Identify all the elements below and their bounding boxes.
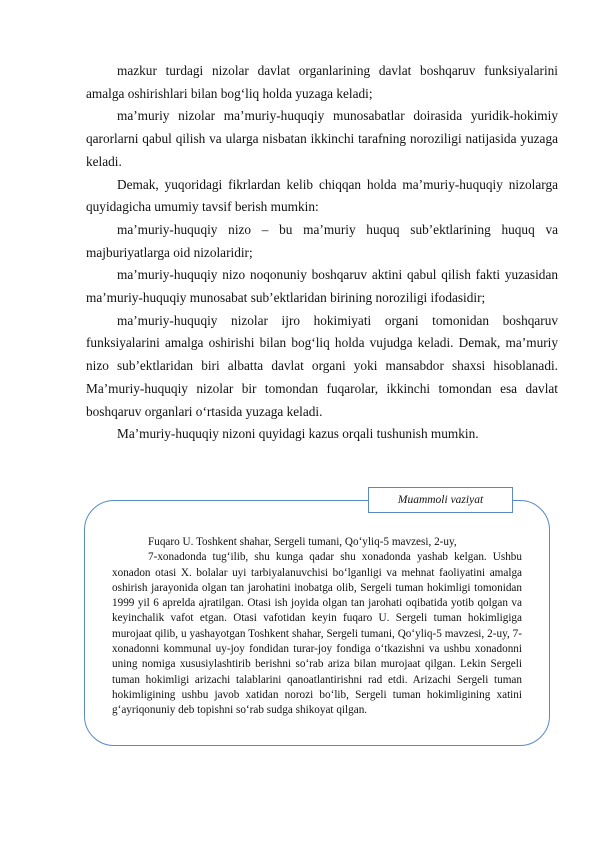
case-paragraph: 7-xonadonda tug‘ilib, shu kunga qadar shu xonadonda yashab kelgan. Ushbu xonadon otasi X. bolalar uyi tarbiyalanuvchisi bo‘lganligi va mehnat faoliyatini amalga oshirish jarayonida olgan tan jarohatini inobatga olib, Sergeli tuman hokimligi tomonidan 1999 yil 6 aprelda ajratilgan. Otasi ish joyida olgan tan jarohati oqibatida yotib qolgan va keyinchalik vafot etgan. Otasi vafotidan keyin fuqaro U. Sergeli tuman hokimligiga murojaat qilib, u yashayotgan Toshkent shahar, Sergeli tumani, Qo‘yliq-5 mavzesi, 2-uy, 7-xonadonni kommunal uy-joy fondidan turar-joy fondiga o‘tkazishni va ushbu xonadonni uning nomiga xususiylashtirib berishni so‘rab ariza bilan murojaat qilgan. Lekin Sergeli tuman hokimligi arizachi talablarini qanoatlantirishni rad etdi. Arizachi Sergeli tuman hokimligining ushbu javob xatidan norozi bo‘lib, Sergeli tuman hokimligining xatini g‘ayriqonuniy deb topishni so‘rab sudga shikoyat qilgan.	[112, 551, 522, 717]
case-box-text	[112, 535, 522, 719]
paragraph: Ma’muriy-huquqiy nizoni quyidagi kazus orqali tushunish mumkin.	[117, 426, 479, 442]
case-paragraph: Fuqaro U. Toshkent shahar, Sergeli tumani, Qo‘yliq-5 mavzesi, 2-uy,	[148, 536, 457, 548]
paragraph: Demak, yuqoridagi fikrlardan kelib chiqqan holda ma’muriy-huquqiy nizolarga quyidagicha umumiy tavsif berish mumkin:	[86, 176, 558, 215]
case-box-title: Muammoli vaziyat	[368, 487, 513, 513]
paragraph: ma’muriy-huquqiy nizo noqonuniy boshqaruv aktini qabul qilish fakti yuzasidan ma’muriy-huquqiy munosabat sub’ektlaridan birining noroziligi ifodasidir;	[86, 267, 558, 306]
paragraph: ma’muriy-huquqiy nizo – bu ma’muriy huquq sub’ektlarining huquq va majburiyatlarga oid nizolaridir;	[86, 221, 558, 260]
body-text	[86, 60, 558, 446]
paragraph: mazkur turdagi nizolar davlat organlarining davlat boshqaruv funksiyalarini amalga oshirishlari bilan bog‘liq holda yuzaga keladi;	[86, 63, 558, 101]
paragraph: ma’muriy nizolar ma’muriy-huquqiy munosabatlar doirasida yuridik-hokimiy qarorlarni qabul qilish va ularga nisbatan ikkinchi tarafning noroziligi natijasida yuzaga keladi.	[86, 108, 558, 169]
paragraph: ma’muriy-huquqiy nizolar ijro hokimiyati organi tomonidan boshqaruv funksiyalarini amalga oshirishi bilan bog‘liq holda vujudga keladi. Demak, ma’muriy nizo sub’ektlaridan biri albatta davlat organi yoki mansabdor shaxsi hisoblanadi. Ma’muriy-huquqiy nizolar bir tomondan fuqarolar, ikkinchi tomondan esa davlat boshqaruv organlari o‘rtasida yuzaga keladi.	[86, 312, 558, 419]
